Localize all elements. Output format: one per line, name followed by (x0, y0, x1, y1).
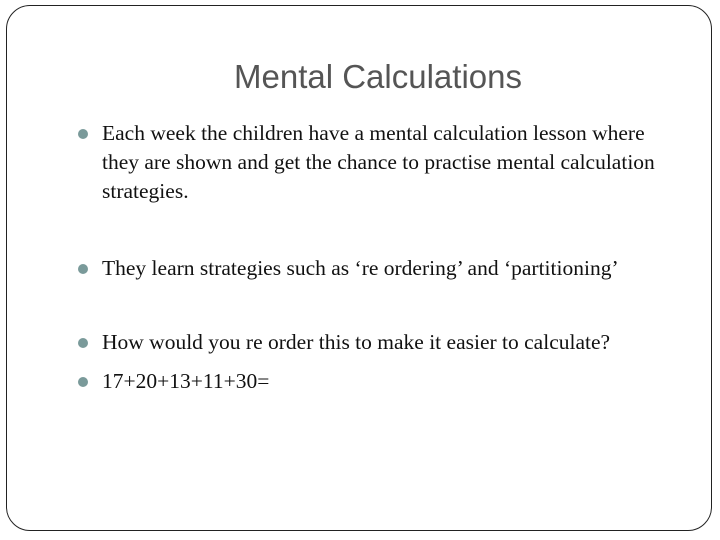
bullet-text: How would you re order this to make it easier to calculate? (102, 330, 611, 354)
bullet-dot-icon (78, 377, 88, 387)
bullet-dot-icon (78, 264, 88, 274)
slide-title: Mental Calculations (234, 58, 522, 95)
bullet-item (78, 328, 668, 357)
bullet-item (78, 119, 668, 206)
bullet-text: Each week the children have a mental calculation lesson where they are shown and get the chance to practise mental calculation strategies. (102, 121, 655, 203)
bullet-dot-icon (78, 129, 88, 139)
bullet-dot-icon (78, 338, 88, 348)
bullet-item (78, 367, 668, 396)
bullet-text: 17+20+13+11+30= (102, 369, 270, 393)
bullet-text: They learn strategies such as ‘re ordering’ and ‘partitioning’ (102, 256, 619, 280)
bullet-item (78, 254, 668, 283)
